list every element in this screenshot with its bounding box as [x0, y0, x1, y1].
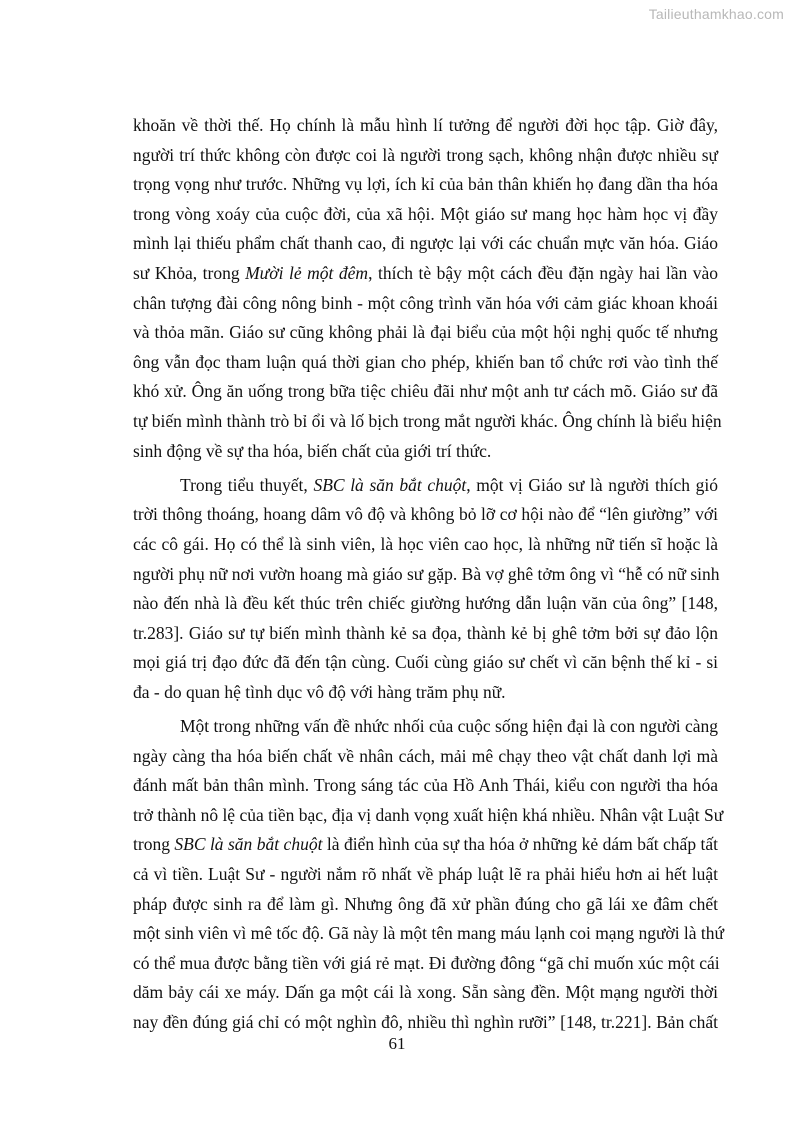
text-line — [133, 289, 718, 319]
text-line — [133, 560, 718, 590]
text-line — [133, 471, 718, 501]
text-run: trong — [133, 834, 175, 855]
watermark-text: Tailieuthamkhao.com — [648, 6, 784, 22]
text-line — [133, 437, 718, 467]
paragraph — [133, 111, 722, 466]
text-run: trọng vọng như trước. Những vụ lợi, ích kỉ của bản thân khiến họ đang dần tha hóa — [133, 174, 718, 195]
text-run: và thỏa mãn. Giáo sư cũng không phải là đại biểu của một hội nghị quốc tế nhưng — [133, 322, 718, 343]
text-run: có thể mua được bằng tiền với giá rẻ mạt. Đi đường đông “gã chỉ muốn xúc một cái — [133, 952, 720, 973]
text-line — [133, 589, 718, 619]
text-run: tr.283]. Giáo sư tự biến mình thành kẻ sa đọa, thành kẻ bị ghê tởm bởi sự đảo lộn — [133, 622, 718, 643]
text-line — [133, 377, 718, 407]
text-line — [133, 712, 718, 742]
text-run: dăm bảy cái xe máy. Dấn ga một cái là xong. Sẵn sàng đền. Một mạng người thời — [133, 982, 718, 1003]
text-run: ông vẫn đọc tham luận quá thời gian cho phép, khiến ban tổ chức rơi vào tình thế — [133, 351, 718, 372]
text-line — [133, 742, 718, 772]
text-run: đánh mất bản thân mình. Trong sáng tác của Hồ Anh Thái, kiểu con người tha hóa — [133, 775, 718, 796]
text-run: , thích tè bậy một cách đều đặn ngày hai lần vào — [368, 262, 719, 283]
text-run: trở thành nô lệ của tiền bạc, địa vị danh vọng xuất hiện khá nhiều. Nhân vật Luật Sư — [133, 804, 724, 825]
text-line — [133, 530, 718, 560]
page-number: 61 — [388, 1034, 406, 1053]
text-run: trong vòng xoáy của cuộc đời, của xã hội. Một giáo sư mang học hàm học vị đầy — [133, 203, 718, 224]
text-run: , một vị Giáo sư là người thích gió — [466, 474, 719, 495]
text-run: Một trong những vấn đề nhức nhối của cuộc sống hiện đại là con người càng — [180, 716, 718, 737]
text-line — [133, 170, 718, 200]
text-line — [133, 801, 724, 831]
text-run: là điển hình của sự tha hóa ở những kẻ dám bất chấp tất — [322, 834, 718, 855]
text-line — [133, 890, 718, 920]
text-line — [133, 348, 718, 378]
text-run: khoăn về thời thế. Họ chính là mẫu hình lí tưởng để người đời học tập. Giờ đây, — [133, 115, 718, 135]
text-line — [133, 678, 718, 708]
text-line — [133, 619, 718, 649]
text-run: nay đền đúng giá chỉ có một nghìn đô, nhiều thì nghìn rưỡi” [148, tr.221]. Bản chất — [133, 1012, 718, 1032]
text-run: một sinh viên vì mê tốc độ. Gã này là một tên mang máu lạnh coi mạng người là thứ — [133, 923, 725, 944]
paragraph — [133, 471, 718, 708]
text-run: mình lại thiếu phẩm chất thanh cao, đi ngược lại với các chuẩn mực văn hóa. Giáo — [133, 233, 718, 254]
text-line — [133, 978, 718, 1008]
text-line — [133, 949, 718, 979]
text-line — [133, 229, 718, 259]
text-run: sư Khỏa, trong — [133, 262, 246, 283]
text-line — [133, 141, 718, 171]
text-run: người trí thức không còn được coi là người trong sạch, không nhận được nhiều sự — [133, 144, 718, 165]
document-body — [133, 111, 725, 1038]
text-line — [133, 500, 718, 530]
text-run: đa - do quan hệ tình dục vô độ với hàng trăm phụ nữ. — [133, 681, 506, 702]
text-line — [133, 407, 722, 437]
text-line — [133, 830, 718, 860]
text-line — [133, 860, 718, 890]
text-run: Trong tiểu thuyết, — [180, 474, 314, 495]
text-line — [133, 259, 718, 289]
paragraph — [133, 712, 725, 1038]
text-run: trời thông thoáng, hoang dâm vô độ và không bỏ lỡ cơ hội nào để “lên giường” với — [133, 504, 718, 525]
text-run: nào đến nhà là đều kết thúc trên chiếc giường hướng dẫn luận văn của ông” [148, — [133, 593, 718, 614]
text-line — [133, 318, 718, 348]
text-run: mọi giá trị đạo đức đã đến tận cùng. Cuối cùng giáo sư chết vì căn bệnh thế kỉ - si — [133, 652, 718, 673]
text-run: tự biến mình thành trò bỉ ổi và lố bịch trong mắt người khác. Ông chính là biểu hiện — [133, 410, 722, 431]
text-run: các cô gái. Họ có thể là sinh viên, là học viên cao học, là những nữ tiến sĩ hoặc là — [133, 533, 718, 554]
text-run: khó xử. Ông ăn uống trong bữa tiệc chiêu đãi như một anh tư cách mõ. Giáo sư đã — [133, 381, 718, 402]
text-run: sinh động về sự tha hóa, biến chất của giới trí thức. — [133, 440, 492, 461]
text-run: người phụ nữ nơi vườn hoang mà giáo sư gặp. Bà vợ ghê tởm ông vì “hễ có nữ sinh — [133, 563, 720, 584]
italic-title: SBC là săn bắt chuột — [174, 834, 323, 855]
text-run: pháp được sinh ra để làm gì. Nhưng ông đã xử phần đúng cho gã lái xe đâm chết — [133, 893, 718, 914]
text-line — [133, 200, 718, 230]
text-run: cả vì tiền. Luật Sư - người nắm rõ nhất về pháp luật lẽ ra phải hiểu hơn ai hết luật — [133, 864, 718, 885]
italic-title: SBC là săn bắt chuột — [313, 474, 467, 495]
text-line — [133, 919, 725, 949]
text-line — [133, 648, 718, 678]
text-run: ngày càng tha hóa biến chất về nhân cách, mải mê chạy theo vật chất danh lợi mà — [133, 745, 718, 766]
text-run: chân tượng đài công nông binh - một công trình văn hóa với cảm giác khoan khoái — [133, 292, 718, 313]
text-line — [133, 771, 718, 801]
text-line — [133, 111, 718, 141]
italic-title: Mười lẻ một đêm — [245, 262, 369, 283]
